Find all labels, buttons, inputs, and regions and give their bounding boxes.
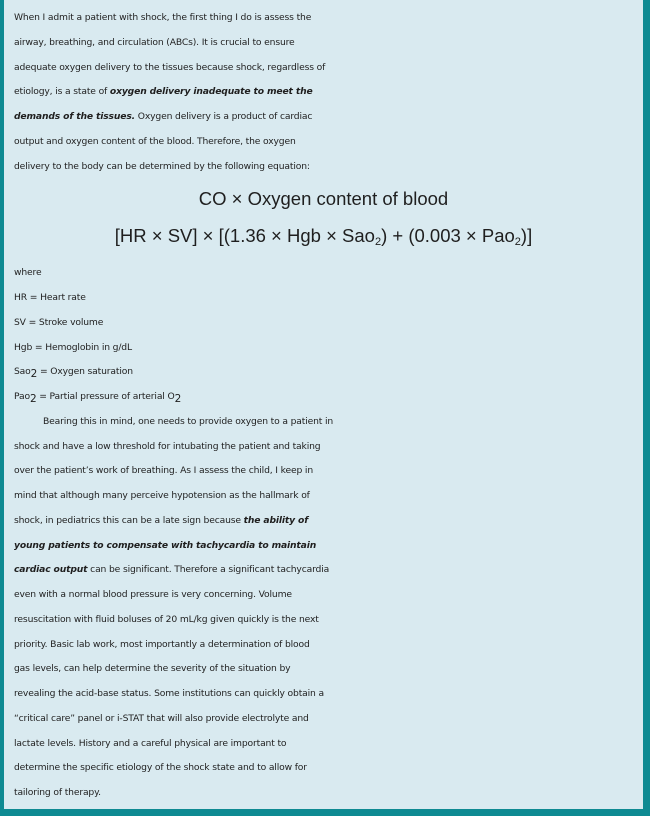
- text-line: even with a normal blood pressure is very concerning. Volume: [14, 589, 292, 600]
- text-line: delivery to the body can be determined by the following equation:: [14, 160, 310, 172]
- emphasis-text: the ability of: [243, 514, 309, 526]
- text-line: tailoring of therapy.: [14, 787, 101, 798]
- text-line: gas levels, can help determine the severity of the situation by: [14, 663, 291, 675]
- definition-text: = Oxygen saturation: [37, 366, 133, 378]
- definition-item: [14, 336, 633, 361]
- subscript: 2: [30, 368, 38, 381]
- text-line: priority. Basic lab work, most importantly a determination of blood: [14, 638, 310, 650]
- definition-term: Pao: [14, 391, 30, 402]
- text-line: [14, 558, 633, 583]
- text-line: Bearing this in mind, one needs to provide oxygen to a patient in: [43, 415, 334, 427]
- where-label: where: [14, 267, 42, 279]
- text-line: [14, 509, 633, 534]
- definition-term: SV: [14, 316, 26, 328]
- intro-paragraph: [14, 6, 633, 179]
- definition-text: = Hemoglobin in g/dL: [32, 341, 132, 353]
- text-line: [14, 80, 633, 105]
- text-line: shock and have a low threshold for intubating the patient and taking: [14, 440, 321, 452]
- text-line: airway, breathing, and circulation (ABCs). It is crucial to ensure: [14, 36, 295, 48]
- definition-term: HR: [14, 292, 27, 303]
- emphasis-text: cardiac output: [14, 564, 88, 576]
- text-line: adequate oxygen delivery to the tissues because shock, regardless of: [14, 61, 326, 73]
- definition-item: [14, 286, 633, 311]
- emphasis-text: young patients to compensate with tachycardia to maintain: [14, 539, 317, 551]
- equation-part: ) + (0.003 × Pao: [381, 225, 515, 247]
- definition-item: [14, 311, 633, 336]
- body-paragraph: [14, 410, 633, 806]
- text-run: Oxygen delivery is a product of cardiac: [135, 111, 313, 122]
- emphasis-text: oxygen delivery inadequate to meet the: [109, 86, 313, 98]
- text-line: When I admit a patient with shock, the first thing I do is assess the: [14, 12, 312, 23]
- text-line: output and oxygen content of the blood. Therefore, the oxygen: [14, 135, 296, 147]
- subscript: 2: [514, 236, 521, 249]
- definition-item: [14, 385, 633, 410]
- text-run: shock, in pediatrics this can be a late sign because: [14, 514, 244, 526]
- text-line: lactate levels. History and a careful physical are important to: [14, 737, 287, 749]
- equation-part: [HR × SV] × [(1.36 × Hgb × Sao: [114, 225, 375, 247]
- text-line: revealing the acid-base status. Some institutions can quickly obtain a: [14, 688, 324, 699]
- text-line: [14, 105, 633, 130]
- text-line: resuscitation with fluid boluses of 20 mL/kg given quickly is the next: [14, 613, 319, 625]
- equation-part: )]: [520, 225, 533, 247]
- equation-line-2: [14, 219, 633, 253]
- definition-item: [14, 360, 633, 385]
- subscript: 2: [374, 236, 382, 249]
- definitions-list: [14, 261, 633, 410]
- text-line: mind that although many perceive hypotension as the hallmark of: [14, 490, 310, 501]
- text-line: over the patient’s work of breathing. As I assess the child, I keep in: [14, 465, 313, 477]
- definition-text: = Heart rate: [27, 292, 86, 303]
- text-line: determine the specific etiology of the shock state and to allow for: [14, 762, 307, 774]
- sidebar-box: [4, 0, 643, 809]
- definition-text: = Stroke volume: [25, 316, 104, 328]
- text-run: etiology, is a state of: [14, 86, 110, 98]
- text-line: “critical care” panel or i-STAT that will also provide electrolyte and: [14, 712, 309, 724]
- definition-term: Sao: [14, 366, 31, 378]
- subscript: 2: [29, 393, 37, 405]
- equation-line-1: CO × Oxygen content of blood: [198, 188, 449, 210]
- definition-text: = Partial pressure of arterial O: [36, 391, 175, 402]
- emphasis-text: demands of the tissues.: [14, 111, 135, 122]
- subscript: 2: [174, 393, 182, 405]
- definition-term: Hgb: [14, 341, 33, 353]
- text-run: can be significant. Therefore a significant tachycardia: [87, 564, 330, 576]
